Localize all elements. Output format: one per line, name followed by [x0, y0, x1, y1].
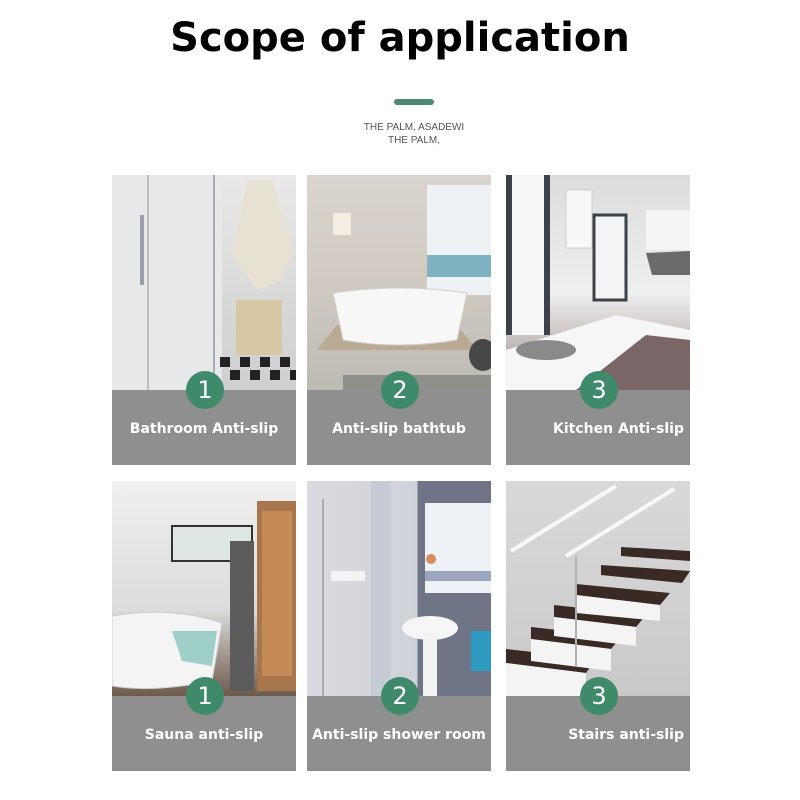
tile-caption: Stairs anti-slip	[568, 727, 684, 743]
stairs-photo	[506, 481, 690, 696]
tile-shower-room	[307, 481, 491, 771]
tile-caption: Anti-slip shower room	[312, 727, 486, 743]
number-badge: 3	[580, 677, 618, 715]
subtitle	[300, 121, 528, 147]
number-badge: 3	[580, 371, 618, 409]
number-badge: 2	[381, 371, 419, 409]
tile-caption: Kitchen Anti-slip	[553, 421, 684, 437]
number-badge: 1	[186, 371, 224, 409]
subtitle-line-1: THE PALM, ASADEWI	[363, 122, 465, 133]
sauna-photo	[112, 481, 296, 696]
shower-room-photo	[307, 481, 491, 696]
tile-bathroom	[112, 175, 296, 465]
tile-caption: Sauna anti-slip	[144, 727, 264, 743]
accent-divider	[394, 99, 434, 105]
page-title: Scope of application	[170, 15, 630, 61]
number-badge: 2	[381, 677, 419, 715]
tile-sauna	[112, 481, 296, 771]
bathtub-photo	[307, 175, 491, 390]
number-badge: 1	[186, 677, 224, 715]
tile-stairs	[506, 481, 690, 771]
tile-bathtub	[307, 175, 491, 465]
bathroom-photo	[112, 175, 296, 390]
tile-caption: Anti-slip bathtub	[332, 421, 466, 437]
tile-caption: Bathroom Anti-slip	[129, 421, 279, 437]
tile-kitchen	[506, 175, 690, 465]
kitchen-photo	[506, 175, 690, 390]
subtitle-line-2: THE PALM,	[387, 135, 441, 146]
